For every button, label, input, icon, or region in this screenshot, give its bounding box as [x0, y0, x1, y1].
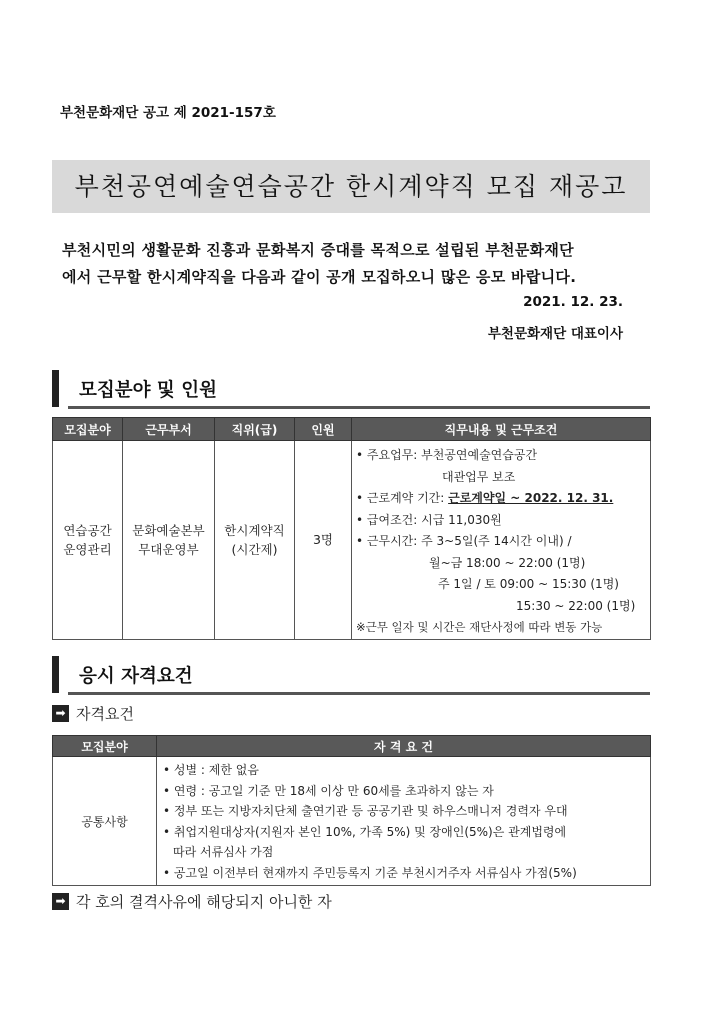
- header-dept: 근무부서: [123, 418, 215, 441]
- qualifications-table: [52, 735, 651, 886]
- header-requirements: 자 격 요 건: [157, 736, 651, 757]
- table-row: [53, 757, 651, 886]
- section1-title: 모집분야 및 인원: [79, 380, 217, 401]
- section2-marker: [52, 656, 59, 693]
- header-field: 모집분야: [53, 736, 157, 757]
- page-title: 부천공연예술연습공간 한시계약직 모집 재공고: [74, 172, 628, 201]
- position-line-2: (시간제): [231, 541, 278, 557]
- section2-title: 응시 자격요건: [79, 666, 193, 687]
- notice-number: 부천문화재단 공고 제 2021-157호: [60, 105, 276, 121]
- header-position: 직위(급): [215, 418, 295, 441]
- section1-underline: [68, 406, 650, 409]
- cell-count: 3명: [295, 441, 352, 640]
- requirement-item: • 연령 : 공고일 기준 만 18세 이상 만 60세를 초과하지 않는 자: [163, 783, 494, 798]
- pay-line: • 급여조건: 시급 11,030원: [356, 512, 502, 527]
- position-line-1: 한시계약직: [224, 522, 285, 538]
- intro-line-1: 부천시민의 생활문화 진흥과 문화복지 증대를 목적으로 설립된 부천문화재단: [62, 241, 574, 259]
- requirement-item: • 성별 : 제한 없음: [163, 763, 259, 777]
- contract-period: 근로계약일 ~ 2022. 12. 31.: [448, 491, 614, 505]
- cell-dept: [123, 441, 215, 640]
- requirement-item-continued: 따라 서류심사 가점: [173, 845, 274, 859]
- section2-underline: [68, 692, 650, 695]
- signer: 부천문화재단 대표이사: [487, 326, 623, 342]
- field-line-2: 운영관리: [63, 541, 112, 557]
- requirement-item: • 취업지원대상자(지원자 본인 10%, 가족 5%) 및 장애인(5%)은 관계법령에: [163, 824, 567, 839]
- requirement-item: • 공고일 이전부터 현재까지 주민등록지 기준 부천시거주자 서류심사 가점(5%): [163, 865, 577, 880]
- subsection-qualifications: 자격요건: [76, 705, 134, 723]
- table-header-row: [53, 418, 651, 441]
- contract-prefix: • 근로계약 기간:: [356, 491, 449, 505]
- dept-line-2: 무대운영부: [138, 541, 199, 557]
- requirement-item: • 정부 또는 지방자치단체 출연기관 등 공공기관 및 하우스매니저 경력자 우대: [163, 804, 568, 818]
- hours-line-3: 주 1일 / 토 09:00 ~ 15:30 (1명): [438, 577, 619, 591]
- arrow-right-icon: ➡: [52, 893, 69, 910]
- cell-requirements: [157, 757, 651, 886]
- hours-line-1: • 근무시간: 주 3~5일(주 14시간 이내) /: [356, 534, 572, 548]
- hours-line-2: 월~금 18:00 ~ 22:00 (1명): [429, 555, 586, 570]
- recruitment-table: [52, 417, 651, 640]
- header-field: 모집분야: [53, 418, 123, 441]
- header-duties: 직무내용 및 근무조건: [352, 418, 651, 441]
- cell-field: [53, 441, 123, 640]
- cell-duties: [352, 441, 651, 640]
- subsection-disqualification: 각 호의 결격사유에 해당되지 아니한 자: [76, 893, 332, 911]
- notice-date: 2021. 12. 23.: [523, 294, 623, 310]
- cell-position: [215, 441, 295, 640]
- section1-marker: [52, 370, 59, 407]
- work-note: ※근무 일자 및 시간은 재단사정에 따라 변동 가능: [356, 620, 603, 634]
- duty-line-1: • 주요업무: 부천공연예술연습공간: [356, 448, 538, 462]
- field-line-1: 연습공간: [63, 522, 112, 538]
- contract-period-line: [356, 488, 650, 510]
- dept-line-1: 문화예술본부: [132, 522, 205, 538]
- title-banner: [52, 160, 650, 213]
- duty-line-2: 대관업무 보조: [442, 469, 516, 484]
- arrow-right-icon: ➡: [52, 705, 69, 722]
- table-header-row: [53, 736, 651, 757]
- header-count: 인원: [295, 418, 352, 441]
- intro-line-2: 에서 근무할 한시계약직을 다음과 같이 공개 모집하오니 많은 응모 바랍니다.: [62, 268, 577, 286]
- hours-line-4: 15:30 ~ 22:00 (1명): [516, 598, 636, 613]
- cell-category: 공통사항: [53, 757, 157, 886]
- table-row: [53, 441, 651, 640]
